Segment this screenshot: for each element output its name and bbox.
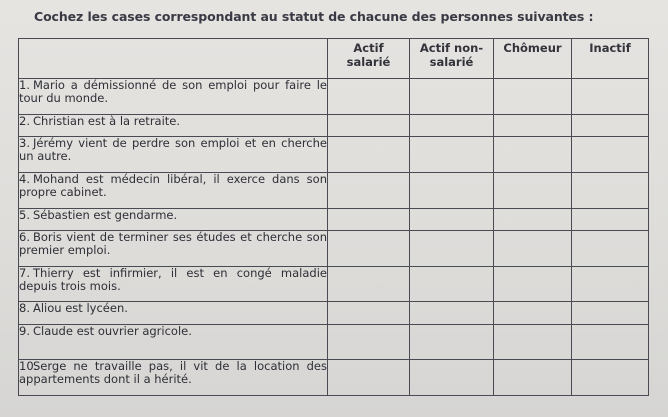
row-number: 8.: [19, 301, 30, 316]
checkbox-actif-non-salarie[interactable]: [410, 172, 494, 208]
table-row: [19, 208, 649, 230]
row-text: Thierry est infirmier, il est en congé maladie depuis trois mois.: [19, 265, 327, 293]
instruction-text: Cochez les cases correspondant au statut de chacune des personnes suivantes :: [34, 9, 594, 24]
row-label: [19, 230, 328, 266]
checkbox-actif-salarie[interactable]: [328, 266, 410, 302]
row-number: 5.: [19, 207, 30, 222]
row-label: [19, 172, 328, 208]
checkbox-inactif[interactable]: [572, 230, 649, 266]
checkbox-actif-salarie[interactable]: [328, 324, 410, 360]
checkbox-actif-salarie[interactable]: [328, 172, 410, 208]
row-text: Boris vient de terminer ses études et cherche son premier emploi.: [19, 229, 327, 257]
checkbox-actif-salarie[interactable]: [328, 230, 410, 266]
table-row: [19, 79, 649, 115]
checkbox-actif-non-salarie[interactable]: [410, 114, 494, 136]
row-label: [19, 302, 328, 324]
row-number: 6.: [19, 229, 30, 244]
checkbox-chomeur[interactable]: [494, 79, 572, 115]
checkbox-chomeur[interactable]: [494, 208, 572, 230]
table-row: [19, 266, 649, 302]
header-actif-non-salarie-line1: Actif non-: [419, 41, 484, 55]
row-text: Mario a démissionné de son emploi pour faire le tour du monde.: [19, 78, 327, 106]
row-number: 3.: [19, 136, 30, 151]
table-row: [19, 114, 649, 136]
checkbox-inactif[interactable]: [572, 302, 649, 324]
checkbox-inactif[interactable]: [572, 266, 649, 302]
header-inactif-label: Inactif: [589, 41, 631, 55]
checkbox-inactif[interactable]: [572, 324, 649, 360]
header-inactif: [572, 39, 649, 79]
row-text: Jérémy vient de perdre son emploi et en cherche un autre.: [19, 136, 327, 164]
table-row: [19, 172, 649, 208]
status-table: [18, 38, 649, 396]
table-row: [19, 360, 649, 396]
checkbox-chomeur[interactable]: [494, 302, 572, 324]
checkbox-actif-salarie[interactable]: [328, 137, 410, 173]
checkbox-actif-non-salarie[interactable]: [410, 208, 494, 230]
table-row: [19, 302, 649, 324]
checkbox-chomeur[interactable]: [494, 360, 572, 396]
row-label: [19, 137, 328, 173]
checkbox-actif-salarie[interactable]: [328, 302, 410, 324]
header-actif-salarie-line2: salarié: [346, 55, 391, 69]
checkbox-actif-non-salarie[interactable]: [410, 302, 494, 324]
checkbox-actif-non-salarie[interactable]: [410, 266, 494, 302]
checkbox-actif-salarie[interactable]: [328, 360, 410, 396]
row-label: [19, 114, 328, 136]
table-row: [19, 230, 649, 266]
row-text: Aliou est lycéen.: [33, 301, 128, 316]
header-chomeur: [494, 39, 572, 79]
checkbox-actif-non-salarie[interactable]: [410, 360, 494, 396]
row-text: Christian est à la retraite.: [33, 113, 181, 128]
checkbox-chomeur[interactable]: [494, 137, 572, 173]
table-row: [19, 137, 649, 173]
checkbox-inactif[interactable]: [572, 137, 649, 173]
row-label: [19, 266, 328, 302]
row-label: [19, 360, 328, 396]
checkbox-actif-non-salarie[interactable]: [410, 324, 494, 360]
checkbox-inactif[interactable]: [572, 79, 649, 115]
row-number: 9.: [19, 323, 30, 338]
row-number: 2.: [19, 113, 30, 128]
row-label: [19, 324, 328, 360]
row-label: [19, 208, 328, 230]
checkbox-chomeur[interactable]: [494, 230, 572, 266]
header-actif-salarie-line1: Actif: [353, 41, 384, 55]
checkbox-actif-non-salarie[interactable]: [410, 230, 494, 266]
checkbox-inactif[interactable]: [572, 208, 649, 230]
row-text: Serge ne travaille pas, il vit de la location des appartements dont il a hérité.: [19, 359, 327, 387]
checkbox-actif-non-salarie[interactable]: [410, 79, 494, 115]
row-number: 4.: [19, 171, 30, 186]
row-text: Claude est ouvrier agricole.: [33, 323, 192, 338]
checkbox-actif-non-salarie[interactable]: [410, 137, 494, 173]
header-empty-cell: [19, 39, 328, 79]
checkbox-inactif[interactable]: [572, 114, 649, 136]
row-number: 7.: [19, 265, 30, 280]
header-chomeur-label: Chômeur: [503, 41, 562, 55]
header-actif-salarie: [328, 39, 410, 79]
checkbox-inactif[interactable]: [572, 360, 649, 396]
checkbox-actif-salarie[interactable]: [328, 79, 410, 115]
checkbox-inactif[interactable]: [572, 172, 649, 208]
checkbox-actif-salarie[interactable]: [328, 208, 410, 230]
table-row: [19, 324, 649, 360]
checkbox-chomeur[interactable]: [494, 324, 572, 360]
row-number: 1.: [19, 78, 30, 93]
checkbox-chomeur[interactable]: [494, 266, 572, 302]
header-actif-non-salarie-line2: salarié: [429, 55, 474, 69]
checkbox-chomeur[interactable]: [494, 172, 572, 208]
row-number: 10.: [19, 359, 38, 374]
row-text: Mohand est médecin libéral, il exerce dans son propre cabinet.: [19, 171, 327, 199]
checkbox-actif-salarie[interactable]: [328, 114, 410, 136]
row-text: Sébastien est gendarme.: [33, 207, 178, 222]
checkbox-chomeur[interactable]: [494, 114, 572, 136]
header-row: [19, 39, 649, 79]
header-actif-non-salarie: [410, 39, 494, 79]
row-label: [19, 79, 328, 115]
